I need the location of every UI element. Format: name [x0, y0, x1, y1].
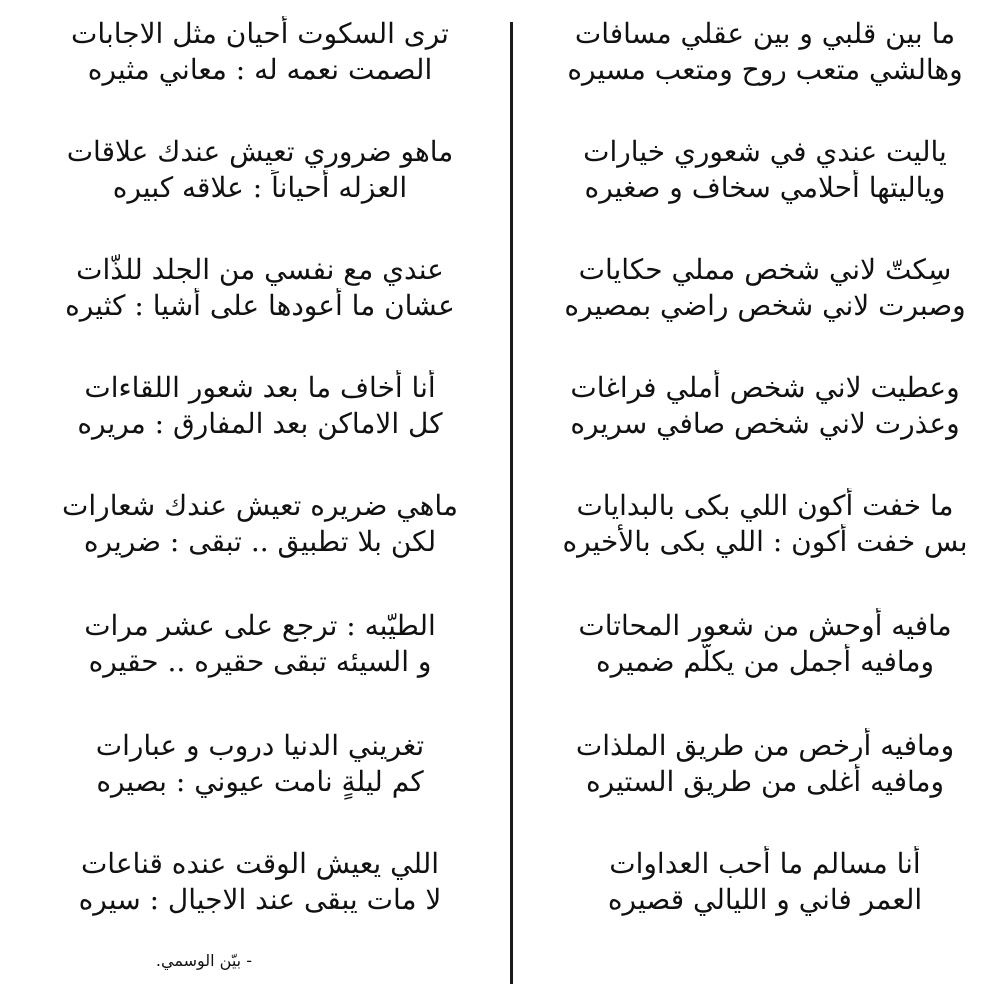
verse-line: الطيّبه : ترجع على عشر مرات: [84, 609, 436, 642]
verse-line: ومافيه أجمل من يكلّم ضميره: [596, 645, 934, 678]
verse-line: سِكتّ لاني شخص مملي حكايات: [578, 253, 952, 286]
verse-line: ما بين قلبي و بين عقلي مسافات: [574, 17, 956, 50]
verse-line: أنا أخاف ما بعد شعور اللقاءات: [84, 371, 436, 404]
stanza: [545, 370, 985, 442]
stanza: [40, 728, 480, 800]
verse-line: أنا مسالم ما أحب العداوات: [609, 847, 921, 880]
verse-line: لا مات يبقى عند الاجيال : سيره: [78, 883, 442, 916]
verse-line: عشان ما أعودها على أشيا : كثيره: [65, 289, 455, 322]
right-column: [545, 0, 985, 1000]
verse-line: كم ليلةٍ نامت عيوني : بصيره: [96, 765, 424, 798]
stanza: [40, 608, 480, 680]
verse-line: العمر فاني و الليالي قصيره: [607, 883, 923, 916]
verse-line: تغريني الدنيا دروب و عبارات: [95, 729, 425, 762]
verse-line: وهالشي متعب روح ومتعب مسيره: [567, 53, 963, 86]
verse-line: ياليت عندي في شعوري خيارات: [583, 135, 947, 168]
stanza: [545, 134, 985, 206]
verse-line: بس خفت أكون : اللي بكى بالأخيره: [562, 525, 968, 558]
verse-line: اللي يعيش الوقت عنده قناعات: [80, 847, 440, 880]
verse-line: مافيه أوحش من شعور المحاتات: [578, 609, 952, 642]
stanza: [40, 134, 480, 206]
stanza: [545, 846, 985, 918]
verse-line: و السيئه تبقى حقيره .. حقيره: [88, 645, 432, 678]
stanza: [545, 252, 985, 324]
column-divider: [510, 22, 513, 984]
verse-line: ما خفت أكون اللي بكى بالبدايات: [576, 489, 954, 522]
verse-line: وعطيت لاني شخص أملي فراغات: [570, 371, 960, 404]
stanza: [40, 488, 480, 560]
verse-line: لكن بلا تطبيق .. تبقى : ضريره: [83, 525, 437, 558]
verse-line: ومافيه أغلى من طريق الستيره: [585, 765, 945, 798]
verse-line: عندي مع نفسي من الجلد للذّات: [76, 253, 444, 286]
verse-line: وصبرت لاني شخص راضي بمصيره: [564, 289, 966, 322]
stanza: [545, 728, 985, 800]
stanza: [40, 370, 480, 442]
stanza: [40, 846, 480, 918]
left-column: [40, 0, 480, 1000]
stanza: [545, 608, 985, 680]
verse-line: ماهو ضروري تعيش عندك علاقات: [66, 135, 454, 168]
verse-line: وياليتها أحلامي سخاف و صغيره: [584, 171, 946, 204]
verse-line: وعذرت لاني شخص صافي سريره: [570, 407, 960, 440]
stanza: [40, 252, 480, 324]
verse-line: ترى السكوت أحيان مثل الاجابات: [71, 17, 449, 50]
verse-line: ومافيه أرخص من طريق الملذات: [575, 729, 955, 762]
stanza: [40, 16, 480, 88]
verse-line: كل الاماكن بعد المفارق : مريره: [77, 407, 443, 440]
stanza: [545, 488, 985, 560]
author-signature: - بيّن الوسمي.: [155, 951, 252, 970]
verse-line: الصمت نعمه له : معاني مثيره: [87, 53, 433, 86]
verse-line: ماهي ضريره تعيش عندك شعارات: [62, 489, 458, 522]
stanza: [545, 16, 985, 88]
verse-line: العزله أحياناً : علاقه كبيره: [112, 171, 408, 204]
